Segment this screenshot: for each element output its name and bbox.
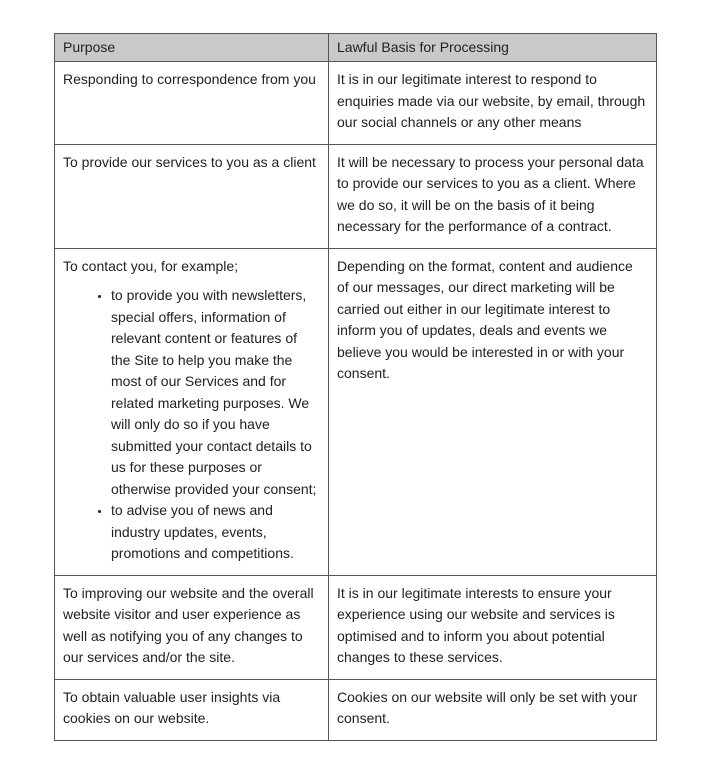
purpose-cell: To improving our website and the overall website visitor and user experience as well as notifying you of any changes to our services and/or the site. (55, 575, 329, 679)
purpose-cell: To obtain valuable user insights via cookies on our website. (55, 679, 329, 740)
table-row (55, 248, 657, 575)
purpose-cell: To provide our services to you as a client (55, 144, 329, 248)
table-row (55, 144, 657, 248)
basis-cell: Depending on the format, content and audience of our messages, our direct marketing will be carried out either in our legitimate interest to inform you of updates, deals and events we believe you would be interested in or with your consent. (329, 248, 657, 575)
purpose-cell (55, 248, 329, 575)
purpose-intro: To contact you, for example; (63, 257, 239, 274)
table-header-row (55, 34, 657, 62)
column-header-lawful-basis: Lawful Basis for Processing (329, 34, 657, 62)
table-row (55, 62, 657, 145)
lawful-basis-table (54, 33, 657, 741)
list-item: • to provide you with newsletters, special offers, information of relevant content or features of the Site to help you make the most of our Services and for related marketing purposes. We will only do so if you have submitted your contact details to us for these purposes or otherwise provided your consent; (111, 285, 320, 500)
table-row (55, 575, 657, 679)
purpose-bullet-list (63, 285, 320, 565)
column-header-purpose: Purpose (55, 34, 329, 62)
basis-cell: It will be necessary to process your personal data to provide our services to you as a client. Where we do so, it will be on the basis of it being necessary for the performance of a contract. (329, 144, 657, 248)
basis-cell: It is in our legitimate interests to ensure your experience using our website and services is optimised and to inform you about potential changes to these services. (329, 575, 657, 679)
table-row (55, 679, 657, 740)
basis-cell: It is in our legitimate interest to respond to enquiries made via our website, by email, through our social channels or any other means (329, 62, 657, 145)
basis-cell: Cookies on our website will only be set with your consent. (329, 679, 657, 740)
list-item: • to advise you of news and industry updates, events, promotions and competitions. (111, 500, 320, 565)
purpose-cell: Responding to correspondence from you (55, 62, 329, 145)
